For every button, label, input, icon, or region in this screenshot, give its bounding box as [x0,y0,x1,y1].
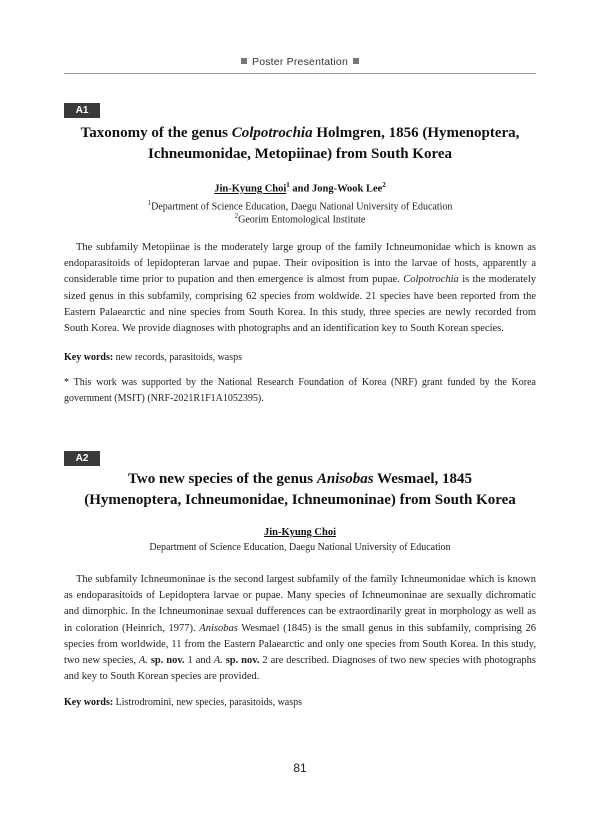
abstract-badge-a1: A1 [64,103,100,118]
abstract-text: is the moderately sized genus in this subfamily, comprising 62 species from woldwide. 21 species have been reported from the Eastern Palaearctic and nine species from South Korea. In this study, three species are newly recorded from South Korea. We provide diagnoses with photographs and an identification key to South Korean species. [64,274,537,335]
abstract-text: 1 and [184,655,214,667]
affiliation-text: Department of Science Education, Daegu National University of Education [151,201,453,213]
abstract-title-a2 [64,469,536,511]
genus-abbrev: A. [138,655,148,667]
author-join: and [289,183,312,195]
title-text: Holmgren, 1856 (Hymenoptera, [312,125,520,141]
sp-nov-label: sp. nov. [147,655,185,667]
title-genus: Anisobas [316,471,374,487]
running-header [0,56,600,68]
keywords-a1 [64,352,536,363]
abstract-body-a1 [64,240,536,337]
abstract-body-a2 [64,572,536,685]
title-genus: Colpotrochia [231,125,313,141]
header-divider [64,73,536,74]
author-list-a2 [64,527,536,538]
abstract-text: 2 are described. Diagnoses of two new species with photographs and key to South Korean species are provided. [64,655,537,683]
affiliation-text: Department of Science Education, Daegu National University of Education [149,542,451,553]
title-text: (Hymenoptera, Ichneumonidae, Ichneumoninae) from South Korea [84,492,516,508]
affiliation-a1-2 [64,209,536,227]
title-text: Ichneumonidae, Metopiinae) from South Korea [147,146,453,162]
abstract-text: Wesmael (1845) is the small genus in this subfamily, comprising 26 species from worldwide, 11 from the Eastern Palaearctic and only one species from South Korea. In this study, two new species, [64,622,537,667]
abstract-text: The subfamily Ichneumoninae is the second largest subfamily of the family Ichneumonidae which is known as endoparasitoids of Lepidoptera larvae or pupae. Many species of Ichneumoninae are sexually dichromatic and dimorphic. In the Ichneumoninae sexual dufferences can be extraordinarily great in morphology as well as in coloration (Heinrich, 1977). [64,574,536,634]
author-list-a1 [64,181,536,195]
header-text: Poster Presentation [251,56,349,68]
affiliation-text: Georim Entomological Institute [238,214,366,226]
presenting-author: Jin-Kyung Choi [214,183,287,195]
affil-mark: 2 [234,212,239,220]
abstract-badge-a2: A2 [64,451,100,466]
affiliation-a2-1 [64,541,536,555]
title-text: Wesmael, 1845 [373,471,473,487]
abstract-text: The subfamily Metopiinae is the moderately large group of the family Ichneumonidae which is known as endoparasitoids of lepidopteran larvae and pupae. Their oviposition is into the larvae of hosts, apparently a considerable time prior to pupation and then emergence is almost from pupae. [64,242,536,286]
author-affil-mark: 2 [382,181,386,189]
funding-note-a1: * This work was supported by the National Research Foundation of Korea (NRF) grant funded by the Korea government (MSIT) (NRF-2021R1F1A1052395). [64,377,536,404]
page-number: 81 [293,761,307,775]
square-bullet-icon [353,58,359,64]
genus-name: Anisobas [199,622,238,634]
keywords-text: new records, parasitoids, wasps [113,352,243,363]
genus-name: Colpotrochia [403,274,459,286]
title-text: Taxonomy of the genus [80,125,232,141]
keywords-a2 [64,697,536,708]
square-bullet-icon [241,58,247,64]
affil-mark: 1 [147,199,152,207]
keywords-label: Key words: [64,697,114,708]
author-affil-mark: 1 [286,181,290,189]
abstract-title-a1 [64,123,536,165]
keywords-text: Listrodromini, new species, parasitoids, wasps [113,697,303,708]
keywords-label: Key words: [64,352,114,363]
title-text: Two new species of the genus [127,471,317,487]
genus-abbrev: A. [213,655,223,667]
presenting-author: Jin-Kyung Choi [263,527,337,538]
sp-nov-label: sp. nov. [222,655,260,667]
co-author: Jong-Wook Lee [311,183,383,195]
